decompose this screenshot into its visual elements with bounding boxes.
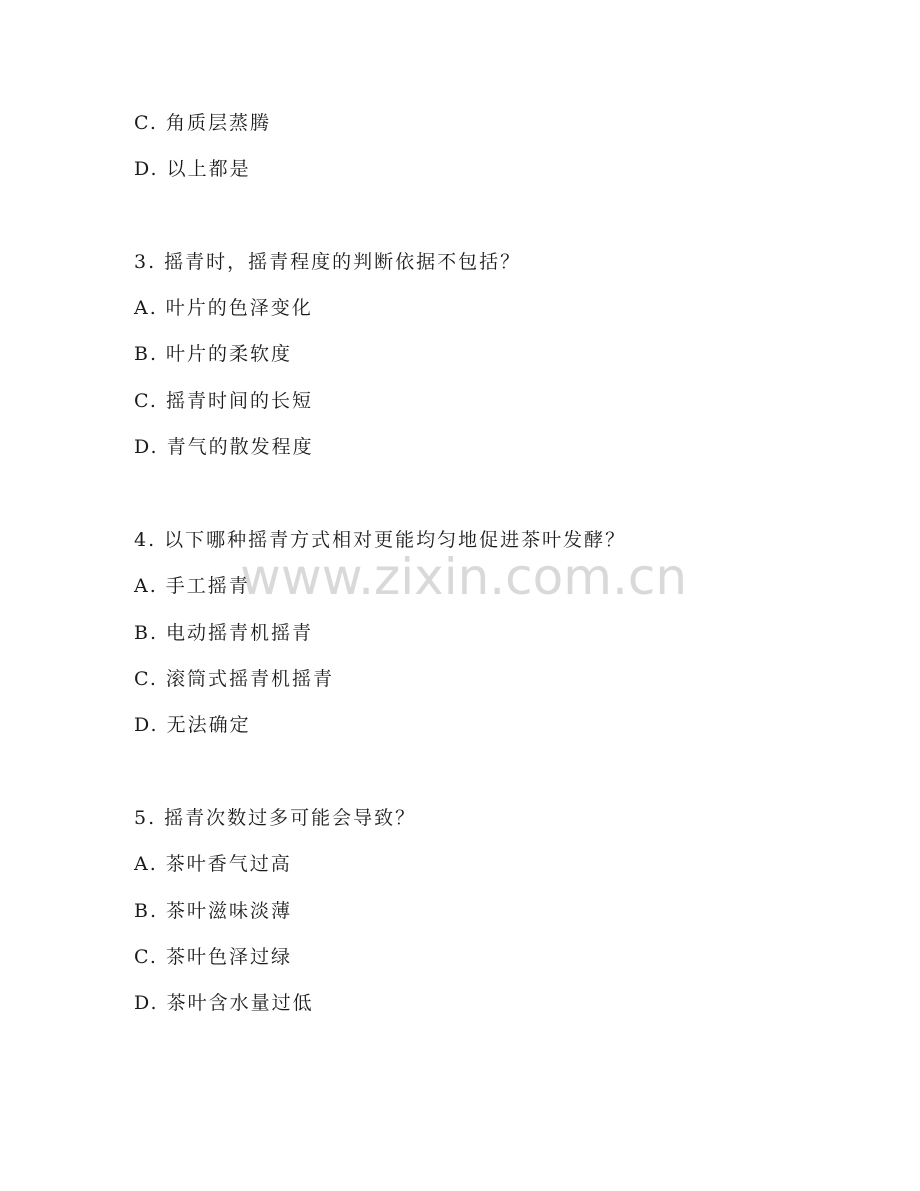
option-a-q3: A. 叶片的色泽变化 [134, 297, 313, 319]
option-a-q5: A. 茶叶香气过高 [134, 853, 292, 875]
option-d-q4: D. 无法确定 [134, 714, 251, 736]
option-d-q3: D. 青气的散发程度 [134, 436, 314, 458]
option-c-q4: C. 滚筒式摇青机摇青 [134, 668, 334, 690]
option-b-q3: B. 叶片的柔软度 [134, 343, 293, 365]
option-c-q2: C. 角质层蒸腾 [134, 112, 271, 134]
option-c-q5: C. 茶叶色泽过绿 [134, 946, 292, 968]
option-d-q5: D. 茶叶含水量过低 [134, 992, 314, 1014]
question-5: 5. 摇青次数过多可能会导致？ [134, 807, 417, 829]
option-b-q5: B. 茶叶滋味淡薄 [134, 900, 293, 922]
option-c-q3: C. 摇青时间的长短 [134, 390, 313, 412]
option-d-q2: D. 以上都是 [134, 158, 251, 180]
option-b-q4: B. 电动摇青机摇青 [134, 622, 314, 644]
option-a-q4: A. 手工摇青 [134, 575, 250, 597]
question-3: 3. 摇青时，摇青程度的判断依据不包括？ [134, 251, 522, 273]
watermark-text: www.zixin.com.cn [240, 548, 688, 606]
question-4: 4. 以下哪种摇青方式相对更能均匀地促进茶叶发酵？ [134, 529, 627, 551]
